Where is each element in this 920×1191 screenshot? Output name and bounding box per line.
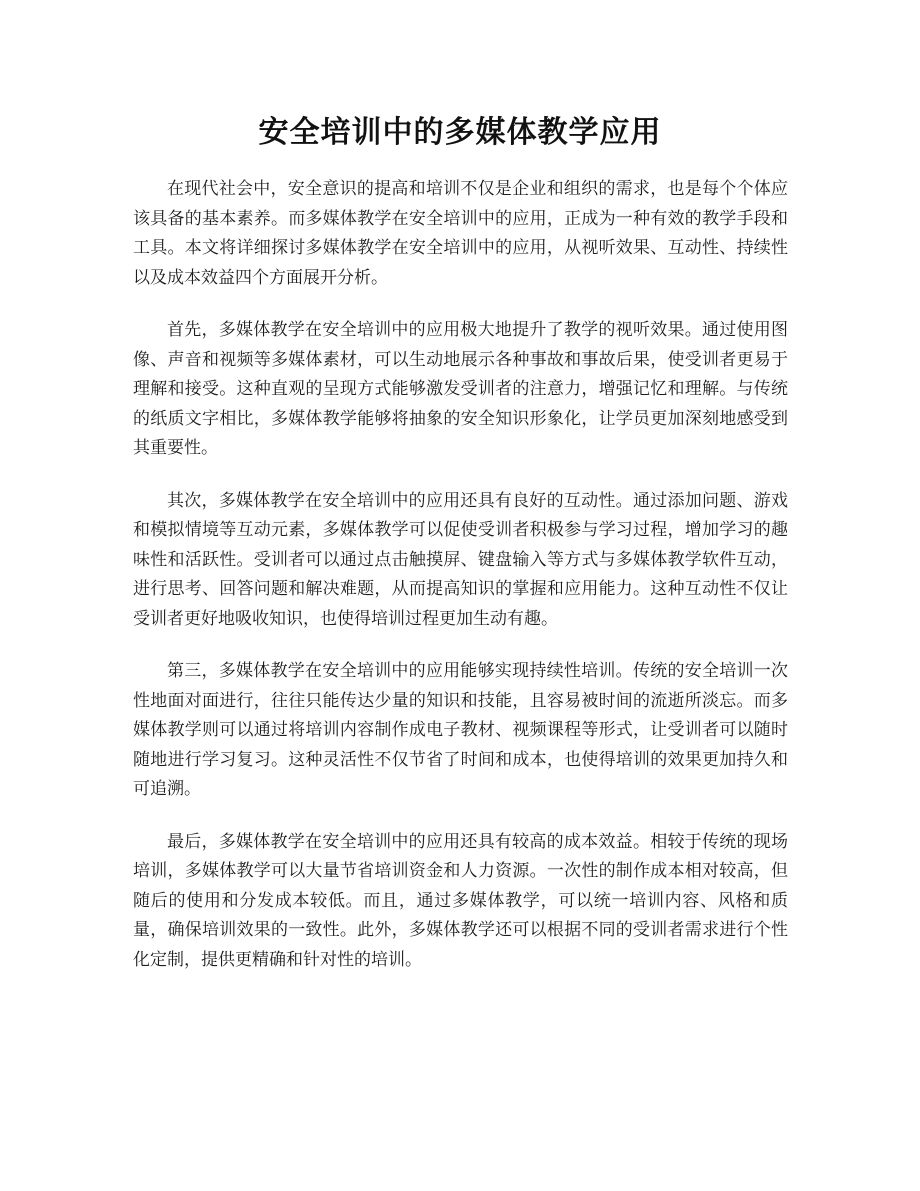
paragraph-4: 第三，多媒体教学在安全培训中的应用能够实现持续性培训。传统的安全培训一次性地面对面进行，往往只能传达少量的知识和技能，且容易被时间的流逝所淡忘。而多媒体教学则可以通过将培训内容制作成电子教材、视频课程等形式，让受训者可以随时随地进行学习复习。这种灵活性不仅节省了时间和成本，也使得培训的效果更加持久和可追溯。	[133, 661, 788, 799]
paragraph-2: 首先，多媒体教学在安全培训中的应用极大地提升了教学的视听效果。通过使用图像、声音和视频等多媒体素材，可以生动地展示各种事故和事故后果，使受训者更易于理解和接受。这种直观的呈现方式能够激发受训者的注意力，增强记忆和理解。与传统的纸质文字相比，多媒体教学能够将抽象的安全知识形象化，让学员更加深刻地感受到其重要性。	[133, 320, 788, 458]
paragraph-3: 其次，多媒体教学在安全培训中的应用还具有良好的互动性。通过添加问题、游戏和模拟情境等互动元素，多媒体教学可以促使受训者积极参与学习过程，增加学习的趣味性和活跃性。受训者可以通过点击触摸屏、键盘输入等方式与多媒体教学软件互动，进行思考、回答问题和解决难题，从而提高知识的掌握和应用能力。这种互动性不仅让受训者更好地吸收知识，也使得培训过程更加生动有趣。	[133, 490, 788, 629]
paragraph-5: 最后，多媒体教学在安全培训中的应用还具有较高的成本效益。相较于传统的现场培训，多媒体教学可以大量节省培训资金和人力资源。一次性的制作成本相对较高，但随后的使用和分发成本较低。而且，通过多媒体教学，可以统一培训内容、风格和质量，确保培训效果的一致性。此外，多媒体教学还可以根据不同的受训者需求进行个性化定制，提供更精确和针对性的培训。	[133, 831, 788, 970]
document-body	[133, 175, 788, 998]
paragraph-1: 在现代社会中，安全意识的提高和培训不仅是企业和组织的需求，也是每个个体应该具备的基本素养。而多媒体教学在安全培训中的应用，正成为一种有效的教学手段和工具。本文将详细探讨多媒体教学在安全培训中的应用，从视听效果、互动性、持续性以及成本效益四个方面展开分析。	[133, 179, 788, 288]
document-title: 安全培训中的多媒体教学应用	[258, 115, 662, 150]
